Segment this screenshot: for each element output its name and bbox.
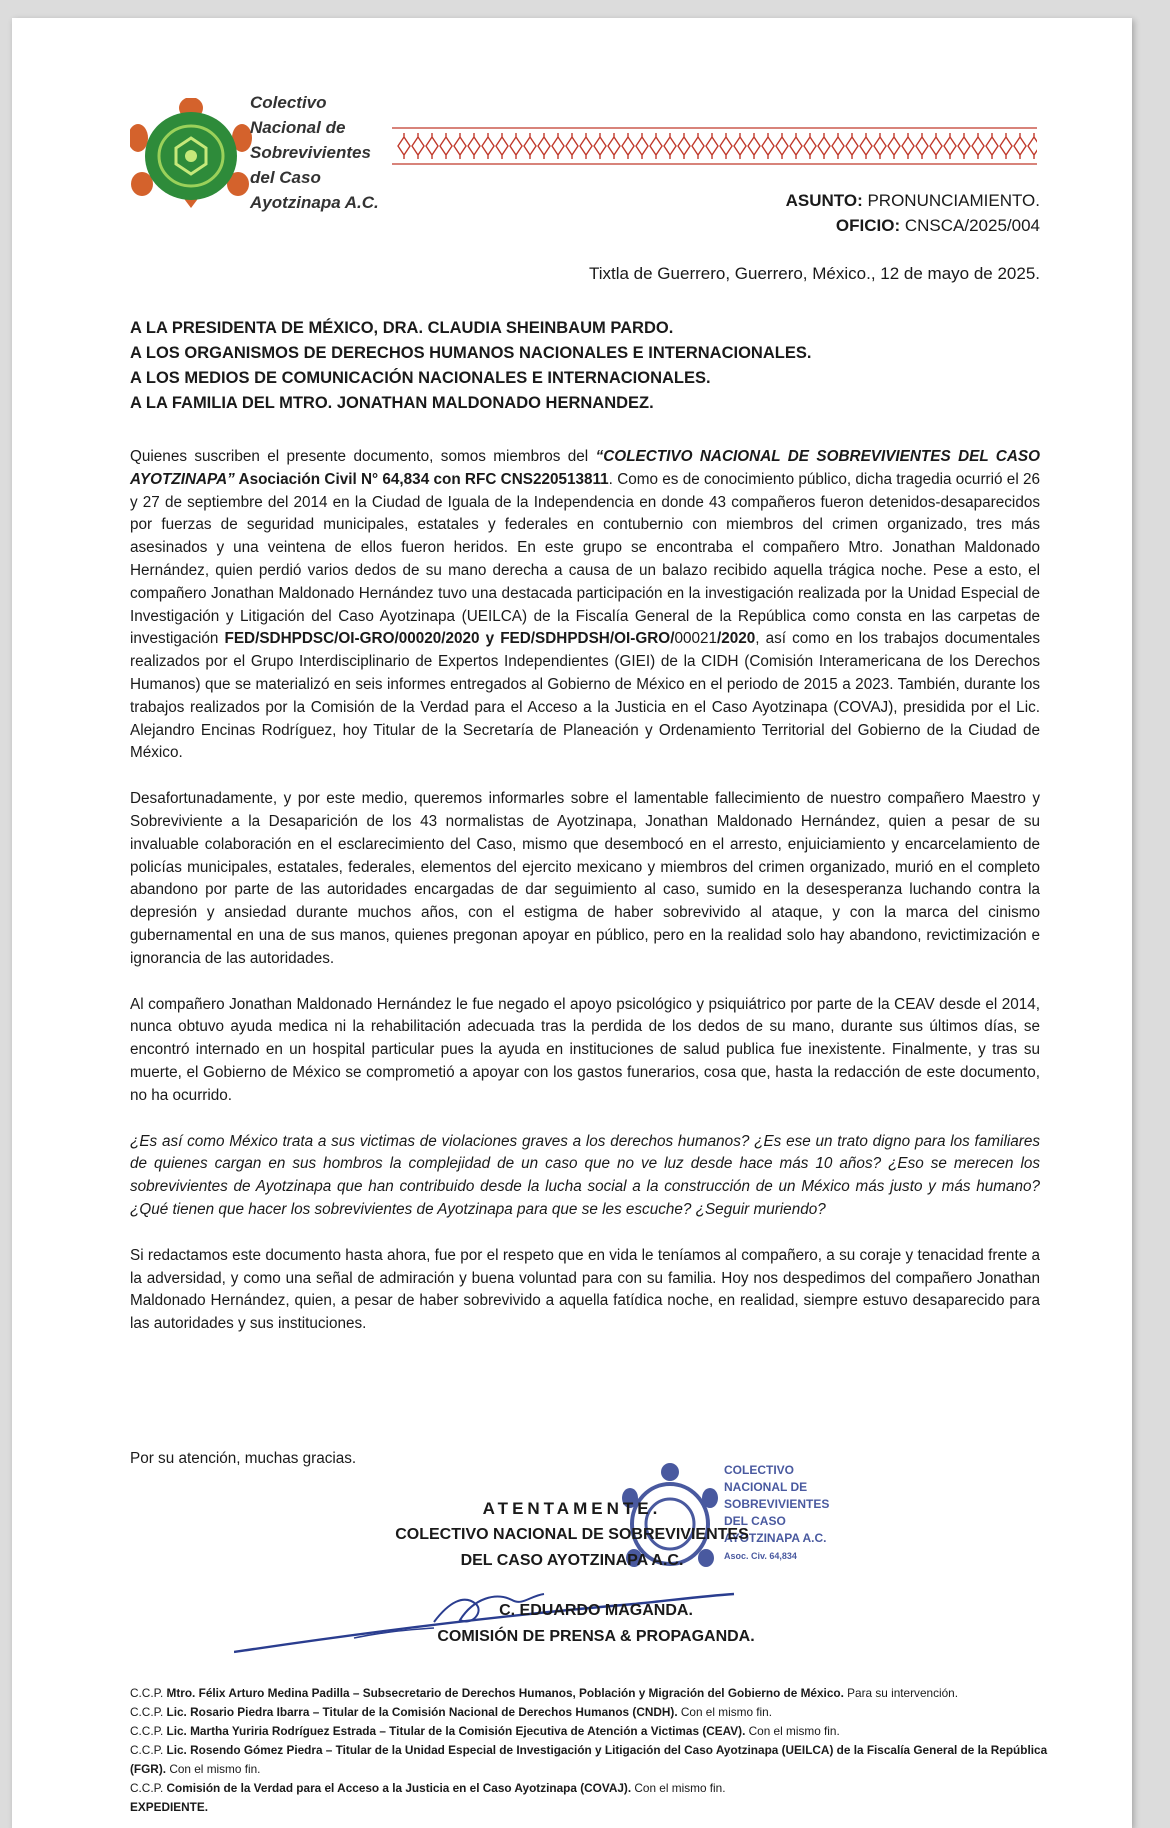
banner-motif <box>930 133 942 159</box>
banner-motif <box>412 133 424 159</box>
ccp-prefix: C.C.P. <box>130 1743 167 1757</box>
banner-motif <box>454 133 466 159</box>
ccp-item <box>130 1779 1050 1798</box>
carbon-copy-list <box>130 1684 1050 1817</box>
p1-text-d: . Como es de conocimiento público, dicha tragedia ocurrió el 26 y 27 de septiembre del 2014 en la Ciudad de Iguala de la Independencia en donde 43 compañeros fueron detenidos-desaparecidos por fuerzas de seguridad municipales, estatales y federales en contubernio con miembros del crimen organizado, tres más asesinados y una veintena de ellos fueron heridos. En este grupo se encontraba el compañero Mtro. Jonathan Maldonado Hernández, quien perdió varios dedos de su mano derecha a causa de un balazo recibido aquella trágica noche. Pese a esto, el compañero Jonathan Maldonado Hernández tuvo una destacada participación en la investigación realizada por la Unidad Especial de Investigación y Litigación del Caso Ayotzinapa (UEILCA) de la Fiscalía General de la República como consta en las carpetas de investigación <box>130 470 1040 648</box>
banner-motif <box>496 133 508 159</box>
banner-motif <box>1014 133 1026 159</box>
signer-role: COMISIÓN DE PRENSA & PROPAGANDA. <box>437 1628 755 1645</box>
turtle-logo-icon <box>130 98 252 208</box>
banner-motif <box>888 133 900 159</box>
reference-block <box>786 188 1040 238</box>
ccp-prefix: C.C.P. <box>130 1724 167 1738</box>
banner-motif <box>972 133 984 159</box>
decorative-banner <box>392 124 1037 168</box>
oficio-label: OFICIO: <box>835 216 901 235</box>
expediente: EXPEDIENTE. <box>130 1800 209 1814</box>
asunto-label: ASUNTO: <box>785 191 863 210</box>
ccp-purpose: Con el mismo fin. <box>745 1724 840 1738</box>
banner-motif <box>482 133 494 159</box>
ccp-recipient: Mtro. Félix Arturo Medina Padilla – Subsecretario de Derechos Humanos, Población y Migración del Gobierno de México. <box>166 1686 844 1700</box>
banner-motif <box>678 133 690 159</box>
banner-motif <box>1028 133 1037 159</box>
banner-motif <box>762 133 774 159</box>
banner-motif <box>426 133 438 159</box>
case-file-year: /2020 <box>717 630 756 648</box>
ccp-purpose: Con el mismo fin. <box>166 1762 261 1776</box>
paragraph-1 <box>130 446 1040 765</box>
paragraph-3: Al compañero Jonathan Maldonado Hernández le fue negado el apoyo psicológico y psiquiátrico por parte de la CEAV desde el 2014, nunca obtuvo ayuda medica ni la rehabilitación adecuada tras la perdida de los dedos de su mano, durante sus últimos días, se encontró internado en un hospital particular pues la ayuda en instituciones de salud publica fue inexistente. Finalmente, y tras su muerte, el Gobierno de México se comprometió a apoyar con los gastos funerarios, cosa que, hasta la redacción de este documento, no ha ocurrido. <box>130 995 1040 1104</box>
ccp-purpose: Con el mismo fin. <box>631 1781 726 1795</box>
banner-motif <box>440 133 452 159</box>
ccp-item <box>130 1703 1050 1722</box>
banner-motif <box>720 133 732 159</box>
document-page <box>12 18 1132 1828</box>
ccp-purpose: Para su intervención. <box>843 1686 958 1700</box>
signature-org-line: DEL CASO AYOTZINAPA A.C. <box>460 1552 684 1569</box>
banner-motif <box>398 133 410 159</box>
banner-motif <box>664 133 676 159</box>
stamp-line: Asoc. Civ. 64,834 <box>724 1551 797 1561</box>
banner-motif <box>608 133 620 159</box>
banner-motif <box>790 133 802 159</box>
stamp-line: AYOTZINAPA A.C. <box>724 1531 827 1545</box>
paragraph-questions: ¿Es así como México trata a sus victimas de violaciones graves a los derechos humanos? ¿Es ese un trato digno para los familiares de quienes cargan en sus hombros la complejidad de un caso que no ve luz desde hace más 10 años? ¿Eso se merecen los sobrevivientes de Ayotzinapa que han contribuido desde la lucha social a la construcción de un México más justo y más humano? ¿Qué tienen que hacer los sobrevivientes de Ayotzinapa para que se les escuche? ¿Seguir muriendo? <box>130 1132 1040 1218</box>
stamp-line: NACIONAL DE <box>724 1480 808 1494</box>
org-line: Ayotzinapa A.C. <box>250 193 379 212</box>
banner-motif <box>916 133 928 159</box>
organization-name <box>250 90 379 215</box>
ccp-item <box>130 1722 1050 1741</box>
signer-name: C. EDUARDO MAGANDA. <box>499 1602 693 1619</box>
org-line: Sobrevivientes <box>250 143 371 162</box>
ccp-item <box>130 1741 1050 1779</box>
banner-motif <box>944 133 956 159</box>
ccp-recipient: Comisión de la Verdad para el Acceso a la Justicia en el Caso Ayotzinapa (COVAJ). <box>166 1781 632 1795</box>
signature-block <box>392 1496 752 1574</box>
banner-motif <box>860 133 872 159</box>
banner-motif <box>958 133 970 159</box>
paragraph-2: Desafortunadamente, y por este medio, queremos informarles sobre el lamentable fallecimiento de nuestro compañero Maestro y Sobreviviente a la Desaparición de los 43 normalistas de Ayotzinapa, Jonathan Maldonado Hernández, quien a pesar de su invaluable colaboración en el esclarecimiento del Caso, mismo que desembocó en el arresto, enjuiciamiento y encarcelamiento de policías municipales, estatales, federales, elementos del ejercito mexicano y miembros del crimen organizado, murió en el completo abandono por parte de las autoridades encargadas de dar seguimiento al caso, sumido en la desesperanza luchando contra la depresión y ansiedad durante muchos años, con el estigma de haber sobrevivido al ataque, y con la marca del cinismo gubernamental en una de sus manos, quienes pregonan apoyar en público, pero en la realidad solo hay abandono, revictimización e ignorancia de las autoridades. <box>130 790 1040 967</box>
closing-line: Por su atención, muchas gracias. <box>130 1450 357 1467</box>
banner-motif <box>734 133 746 159</box>
banner-motif <box>846 133 858 159</box>
asunto-value: PRONUNCIAMIENTO. <box>862 191 1040 210</box>
signer-block <box>396 1598 796 1650</box>
oficio-line <box>786 213 1040 238</box>
banner-motif <box>468 133 480 159</box>
addressee-line: A LOS MEDIOS DE COMUNICACIÓN NACIONALES E INTERNACIONALES. <box>130 369 711 387</box>
banner-motif <box>510 133 522 159</box>
banner-motif <box>902 133 914 159</box>
stamp-line: DEL CASO <box>724 1514 786 1528</box>
asunto-line <box>786 188 1040 213</box>
banner-motif <box>986 133 998 159</box>
ccp-prefix: C.C.P. <box>130 1686 167 1700</box>
banner-motif <box>594 133 606 159</box>
addressee-line: A LOS ORGANISMOS DE DERECHOS HUMANOS NACIONALES E INTERNACIONALES. <box>130 344 812 362</box>
atentamente: ATENTAMENTE. <box>482 1499 662 1518</box>
banner-motif <box>832 133 844 159</box>
addressee-line: A LA FAMILIA DEL MTRO. JONATHAN MALDONADO HERNANDEZ. <box>130 394 654 412</box>
banner-motif <box>748 133 760 159</box>
ccp-recipient: Lic. Martha Yuriria Rodríguez Estrada – Titular de la Comisión Ejecutiva de Atención a Victimas (CEAV). <box>166 1724 746 1738</box>
place-date: Tixtla de Guerrero, Guerrero, México., 12 de mayo de 2025. <box>588 264 1040 283</box>
banner-motif <box>650 133 662 159</box>
p1-text-a: Quienes suscriben el presente documento, somos miembros del <box>130 448 596 465</box>
ccp-recipient: Lic. Rosendo Gómez Piedra – Titular de la Unidad Especial de Investigación y Litigación del Caso Ayotzinapa (UEILCA) de la Fiscalía General de la República (FGR). <box>130 1743 1048 1776</box>
stamp-line: COLECTIVO <box>724 1463 795 1477</box>
banner-motif <box>1000 133 1012 159</box>
org-line: Colectivo <box>250 93 327 112</box>
addressees <box>130 316 811 416</box>
banner-motif <box>566 133 578 159</box>
ccp-purpose: Con el mismo fin. <box>677 1705 773 1719</box>
banner-motif <box>818 133 830 159</box>
stamp-line: SOBREVIVIENTES <box>724 1497 830 1511</box>
banner-motif <box>524 133 536 159</box>
letter-body <box>130 446 1040 1359</box>
oficio-value: CNSCA/2025/004 <box>900 216 1040 235</box>
ccp-recipient: Lic. Rosario Piedra Ibarra – Titular de la Comisión Nacional de Derechos Humanos (CNDH). <box>166 1705 678 1719</box>
ccp-item <box>130 1684 1050 1703</box>
banner-motif <box>636 133 648 159</box>
paragraph-5: Si redactamos este documento hasta ahora, fue por el respeto que en vida le teníamos al compañero, a su coraje y tenacidad frente a la adversidad, y como una señal de admiración y buena voluntad para con su familia. Hoy nos despedimos del compañero Jonathan Maldonado Hernández, quien, a pesar de haber sobrevivido a aquella fatídica noche, en realidad, siempre estuvo desaparecido para las autoridades y sus instituciones. <box>130 1246 1040 1333</box>
banner-motif <box>804 133 816 159</box>
banner-motif <box>580 133 592 159</box>
addressee-line: A LA PRESIDENTA DE MÉXICO, DRA. CLAUDIA SHEINBAUM PARDO. <box>130 319 674 337</box>
banner-motif <box>622 133 634 159</box>
p1-text-h: , así como en los trabajos documentales realizados por el Grupo Interdisciplinario de Expertos Independientes (GIEI) de la CIDH (Comisión Interamericana de los Derechos Humanos) que se materializó en seis informes entregados al Gobierno de México en el periodo de 2015 a 2023. También, durante los trabajos realizados por la Comisión de la Verdad para el Acceso a la Justicia en el Caso Ayotzinapa (COVAJ), presidida por el Lic. Alejandro Encinas Rodríguez, hoy Titular de la Secretaría de Planeación y Ordenamiento Territorial del Gobierno de la Ciudad de México. <box>130 630 1041 762</box>
org-line: Nacional de <box>250 118 346 137</box>
case-file-numbers: FED/SDHPDSC/OI-GRO/00020/2020 y FED/SDHPDSH/OI-GRO/ <box>224 630 675 648</box>
banner-motif <box>552 133 564 159</box>
banner-motif <box>692 133 704 159</box>
ccp-prefix: C.C.P. <box>130 1705 167 1719</box>
case-file-number-part: 00021 <box>674 630 717 648</box>
banner-motif <box>874 133 886 159</box>
banner-motif <box>706 133 718 159</box>
banner-motif <box>776 133 788 159</box>
banner-motif <box>538 133 550 159</box>
signature-org-line: COLECTIVO NACIONAL DE SOBREVIVIENTES <box>395 1526 749 1543</box>
collective-name: “COLECTIVO NACIONAL DE SOBREVIVIENTES DEL CASO AYOTZINAPA” <box>130 448 1040 488</box>
org-line: del Caso <box>250 168 321 187</box>
ccp-prefix: C.C.P. <box>130 1781 167 1795</box>
association-id: Asociación Civil N° 64,834 con RFC CNS220513811 <box>234 470 609 488</box>
